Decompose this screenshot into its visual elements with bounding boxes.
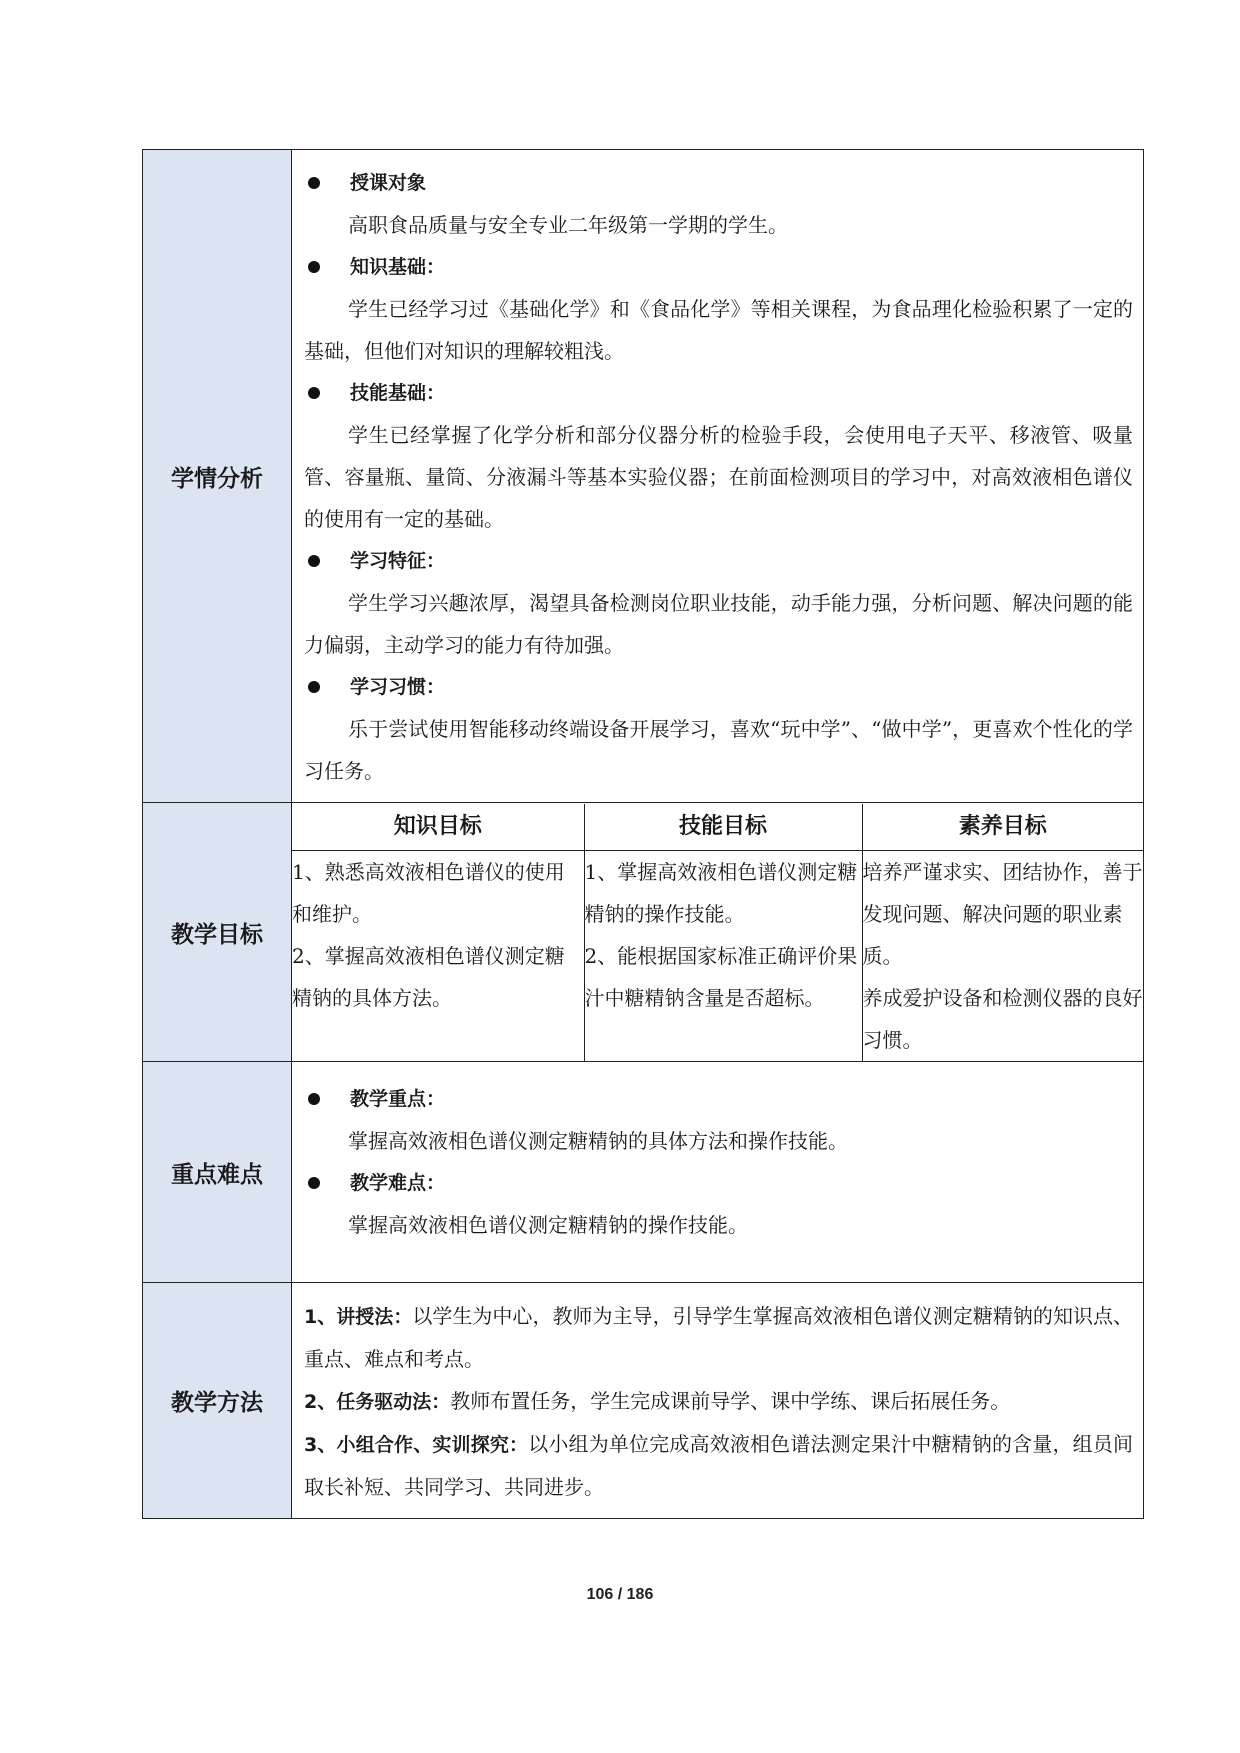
- goal-item: 2、掌握高效液相色谱仪测定糖精钠的具体方法。: [292, 943, 565, 1010]
- goal-header-literacy: 素养目标: [862, 804, 1143, 851]
- paragraph: 高职食品质量与安全专业二年级第一学期的学生。: [348, 213, 788, 237]
- bullet-dot-icon: [308, 387, 320, 399]
- row-label-key-difficult-points: 重点难点: [143, 1062, 292, 1283]
- bullet-heading: 知识基础：: [304, 246, 1133, 288]
- paragraph: 掌握高效液相色谱仪测定糖精钠的具体方法和操作技能。: [348, 1129, 848, 1153]
- goal-item: 2、能根据国家标准正确评价果汁中糖精钠含量是否超标。: [584, 943, 858, 1010]
- goals-table: [292, 804, 1143, 1061]
- bullet-dot-icon: [308, 681, 320, 693]
- goal-item: 培养严谨求实、团结协作，善于发现问题、解决问题的职业素质。: [862, 859, 1143, 968]
- bullet-heading: 教学难点：: [304, 1162, 1133, 1204]
- bullet-dot-icon: [308, 177, 320, 189]
- row-teaching-goals: [143, 803, 1144, 1062]
- row-label-student-analysis: 学情分析: [143, 150, 292, 803]
- goal-cell-knowledge: [292, 850, 584, 1061]
- bullet-dot-icon: [308, 555, 320, 567]
- paragraph: 学生已经学习过《基础化学》和《食品化学》等相关课程，为食品理化检验积累了一定的基础，但他们对知识的理解较粗浅。: [304, 297, 1133, 363]
- key-difficult-content: [292, 1062, 1144, 1283]
- teaching-goals-content: [292, 803, 1144, 1062]
- paragraph: 乐于尝试使用智能移动终端设备开展学习，喜欢“玩中学”、“做中学”，更喜欢个性化的学习任务。: [304, 717, 1133, 783]
- method-line: 1、讲授法：以学生为中心，教师为主导，引导学生掌握高效液相色谱仪测定糖精钠的知识点、重点、难点和考点。: [304, 1304, 1133, 1371]
- goal-header-knowledge: 知识目标: [292, 804, 584, 851]
- row-label-teaching-methods: 教学方法: [143, 1283, 292, 1519]
- page-number: 106 / 186: [586, 1586, 654, 1603]
- bullet-heading: 学习习惯：: [304, 666, 1133, 708]
- goal-header-skill: 技能目标: [584, 804, 862, 851]
- goal-item: 养成爱护设备和检测仪器的良好习惯。: [862, 985, 1143, 1052]
- lesson-plan-table: [142, 149, 1144, 1519]
- goal-cell-literacy: [862, 850, 1143, 1061]
- student-analysis-content: [292, 150, 1144, 803]
- bullet-heading: 授课对象: [304, 162, 1133, 204]
- goal-cell-skill: [584, 850, 862, 1061]
- lesson-plan-sheet: [142, 149, 1144, 1519]
- bullet-dot-icon: [308, 261, 320, 273]
- bullet-dot-icon: [308, 1093, 320, 1105]
- row-key-difficult-points: [143, 1062, 1144, 1283]
- bullet-heading: 技能基础：: [304, 372, 1133, 414]
- goal-item: 1、熟悉高效液相色谱仪的使用和维护。: [292, 859, 565, 926]
- bullet-dot-icon: [308, 1177, 320, 1189]
- method-line: 2、任务驱动法：教师布置任务，学生完成课前导学、课中学练、课后拓展任务。: [304, 1389, 1011, 1413]
- teaching-methods-content: [292, 1283, 1144, 1519]
- paragraph: 掌握高效液相色谱仪测定糖精钠的操作技能。: [348, 1213, 748, 1237]
- row-teaching-methods: [143, 1283, 1144, 1519]
- paragraph: 学生已经掌握了化学分析和部分仪器分析的检验手段，会使用电子天平、移液管、吸量管、容量瓶、量筒、分液漏斗等基本实验仪器；在前面检测项目的学习中，对高效液相色谱仪的使用有一定的基础。: [304, 423, 1133, 531]
- row-label-teaching-goals: 教学目标: [143, 803, 292, 1062]
- row-student-analysis: [143, 150, 1144, 803]
- goal-item: 1、掌握高效液相色谱仪测定糖精钠的操作技能。: [584, 859, 858, 926]
- bullet-heading: 学习特征：: [304, 540, 1133, 582]
- bullet-heading: 教学重点：: [304, 1078, 1133, 1120]
- method-line: 3、小组合作、实训探究：以小组为单位完成高效液相色谱法测定果汁中糖精钠的含量，组员间取长补短、共同学习、共同进步。: [304, 1432, 1133, 1499]
- paragraph: 学生学习兴趣浓厚，渴望具备检测岗位职业技能，动手能力强，分析问题、解决问题的能力偏弱，主动学习的能力有待加强。: [304, 591, 1133, 657]
